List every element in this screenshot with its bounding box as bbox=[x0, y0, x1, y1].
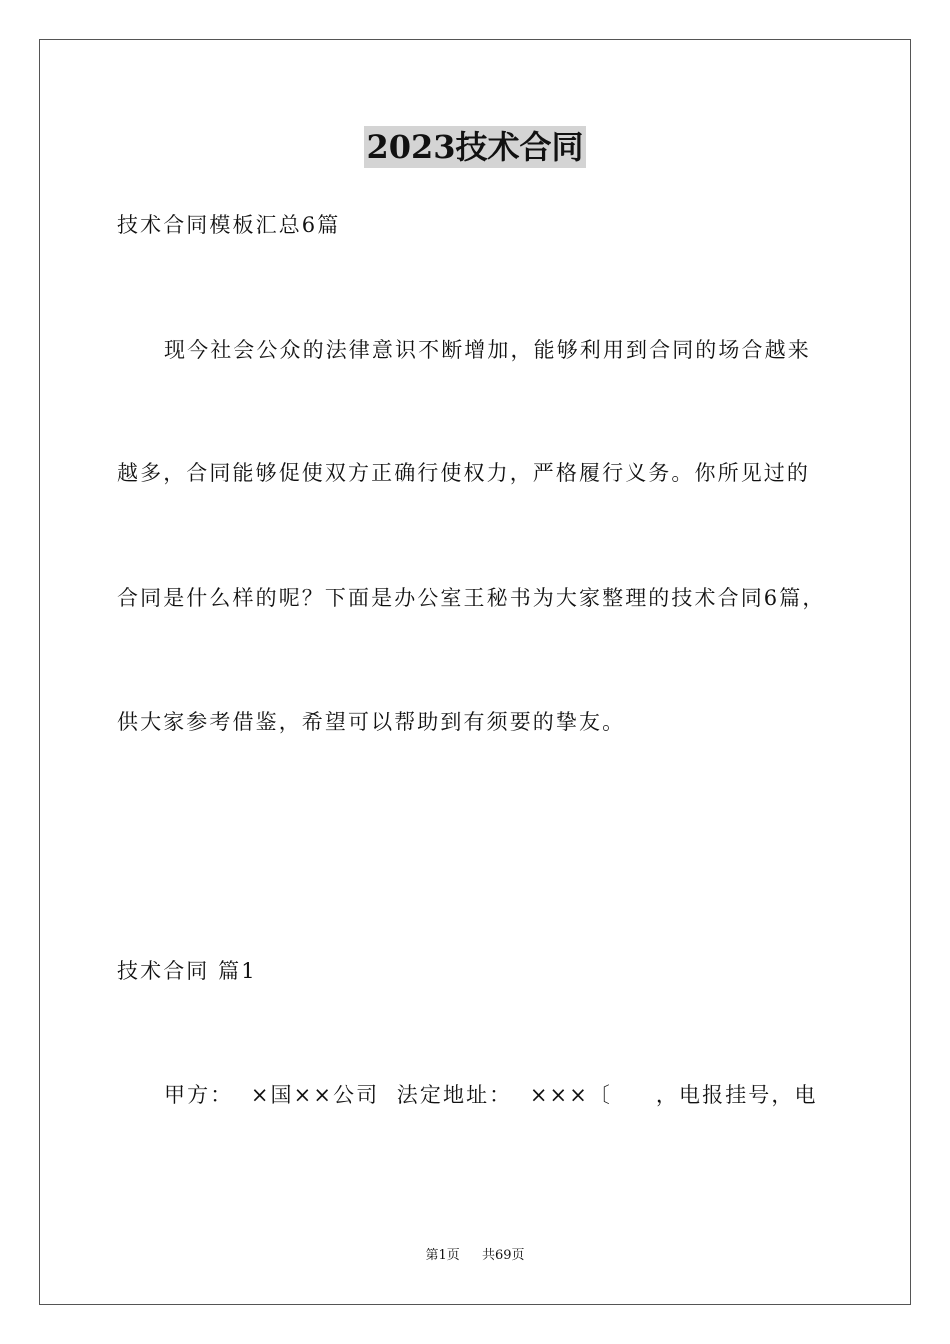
document-subtitle: 技术合同模板汇总6篇 bbox=[117, 213, 341, 237]
paragraph-line-1: 现今社会公众的法律意识不断增加，能够利用到合同的场合越来 bbox=[164, 338, 811, 362]
paragraph-line-4: 供大家参考借鉴，希望可以帮助到有须要的挚友。 bbox=[117, 710, 626, 734]
document-title: 2023技术合同 bbox=[366, 128, 584, 166]
party-line: 甲方： ×国××公司 法定地址： ×××〔 ，电报挂号，电 bbox=[164, 1083, 818, 1107]
title-container bbox=[0, 126, 950, 168]
section-heading: 技术合同 篇1 bbox=[117, 959, 257, 983]
paragraph-line-2: 越多，合同能够促使双方正确行使权力，严格履行义务。你所见过的 bbox=[117, 461, 810, 485]
paragraph-line-3: 合同是什么样的呢？下面是办公室王秘书为大家整理的技术合同6篇， bbox=[117, 586, 826, 610]
page-total: 共69页 bbox=[482, 1248, 525, 1263]
page-footer bbox=[0, 1247, 950, 1265]
page-number: 第1页 bbox=[425, 1248, 460, 1263]
